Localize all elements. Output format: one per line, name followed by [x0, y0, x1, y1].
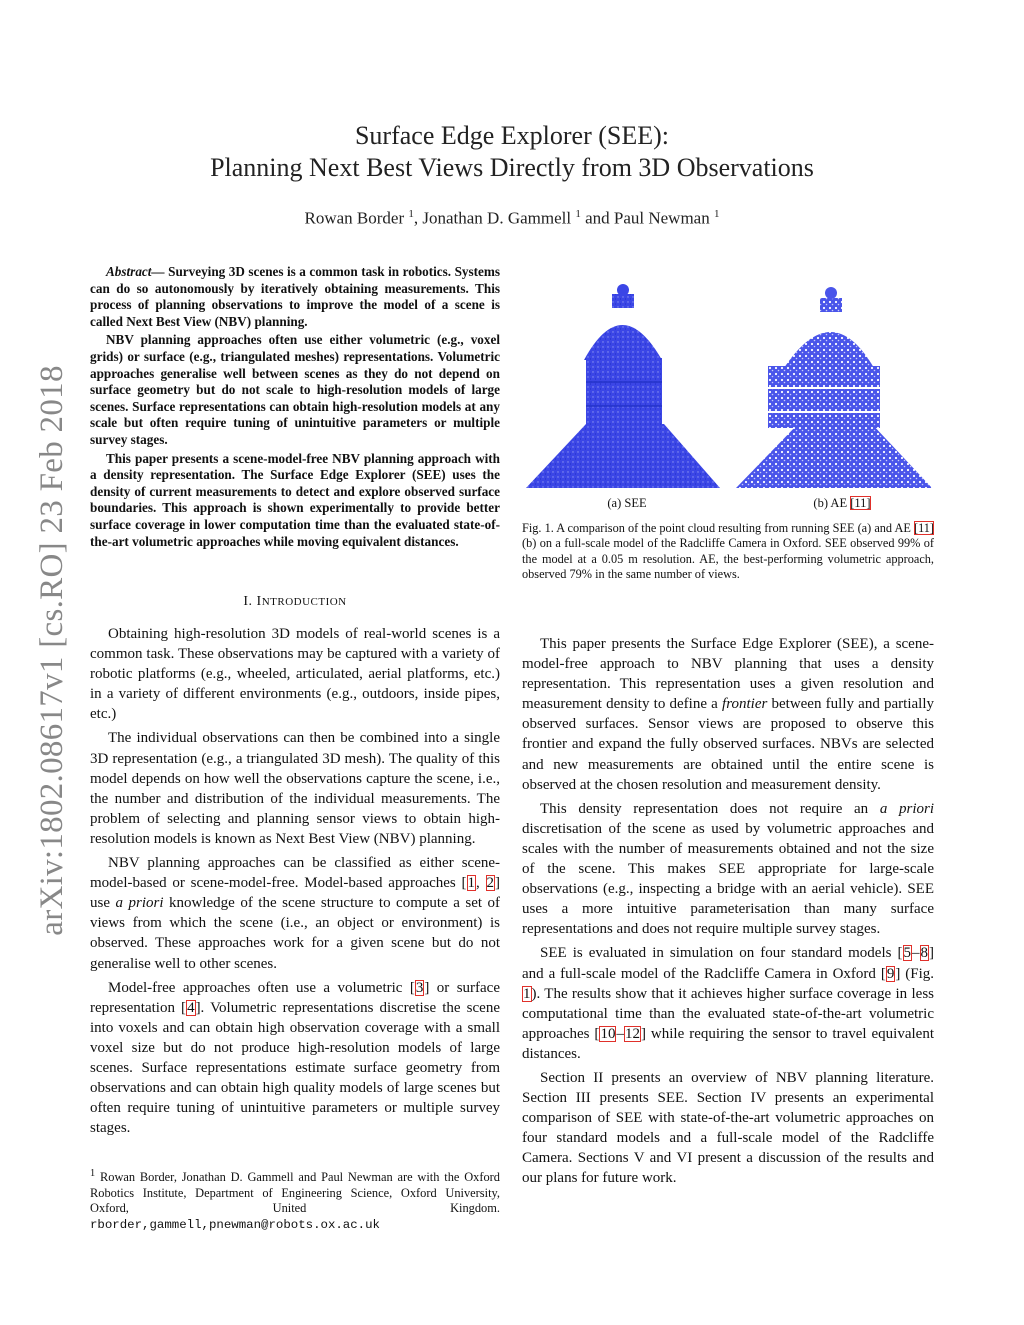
text-run: Model-free approaches often use a volumetric [ — [108, 979, 415, 996]
author-name: Rowan Border — [304, 208, 405, 228]
subcaption-b — [772, 496, 912, 511]
citation-link[interactable]: 10 — [600, 1025, 616, 1042]
see-point-cloud — [526, 284, 720, 488]
ae-point-cloud — [736, 287, 932, 488]
citation-link[interactable]: 3 — [415, 979, 424, 996]
emphasis: a priori — [879, 800, 934, 817]
subcaption-b-text: (b) AE — [813, 496, 851, 510]
text-run: ] while requiring the sensor to travel equivalent distances. — [522, 1025, 934, 1062]
footnote-mark: 1 — [90, 1168, 96, 1179]
text-run: ] or surface representation [ — [90, 979, 500, 1016]
affiliation-mark: 1 — [713, 208, 720, 220]
footnote-text: Rowan Border, Jonathan D. Gammell and Paul Newman are with the Oxford Robotics Institute, Department of Engineering Science, Oxford University, Oxford, United Kingdom. — [90, 1170, 500, 1216]
citation-link[interactable]: 1 — [523, 985, 531, 1002]
text-run: ]. Volumetric representations discretise the scene into voxels and can obtain high observation coverage with a small voxel size but do not produce high-resolution models of large scenes. Surface representations estimate surface geometry from observations and can obtain high quality models of large scenes but often require tuning of unintuitive parameters or multiple survey stages. — [90, 999, 500, 1137]
paper-title-line-1: Surface Edge Explorer (SEE): — [354, 121, 670, 150]
text-run: knowledge of the scene structure to compute a set of views from which the scene (i.e., an object or environment) is observed. These approaches work for a given scene but do not generalise well to other scenes. — [90, 895, 501, 972]
abstract — [90, 264, 500, 552]
citation-link[interactable]: [11] — [913, 521, 934, 535]
abstract-lead: Abstract— — [106, 264, 165, 279]
section-title-initial: I — [256, 594, 262, 609]
right-column-body — [522, 634, 934, 1193]
emphasis: a priori — [115, 895, 164, 912]
emphasis: frontier — [722, 696, 768, 713]
abstract-paragraph: This paper presents a scene-model-free NBV planning approach with a density representation. The Surface Edge Explorer (SEE) uses the density of current measurements to detect and explore observed surface boundaries. This approach is shown experimentally to provide better surface coverage in lower computation time than the evaluated state-of-the-art volumetric approaches while moving equivalent distances. — [90, 450, 500, 549]
text-run: NBV planning approaches can be classified as either scene-model-based or scene-model-free. Model-based approaches [ — [90, 855, 500, 892]
caption-text: A comparison of the point cloud resulting from running SEE (a) and AE — [553, 521, 914, 535]
abstract-paragraph: NBV planning approaches often use either volumetric (e.g., voxel grids) or surface (e.g., triangulated meshes) representations. Volumetric approaches generalise well between scenes as they do not depend on surface geometry but do not scale to high-resolution models of large scenes. Surface representations can obtain high-resolution models at any scale but often require tuning of unintuitive parameters or multiple survey stages. — [90, 332, 500, 447]
body-paragraph — [90, 978, 500, 1139]
body-paragraph — [90, 853, 500, 974]
citation-link[interactable]: 1 — [467, 875, 475, 892]
citation-link[interactable]: 9 — [886, 965, 895, 982]
text-run: SEE is evaluated in simulation on four standard models [ — [540, 945, 903, 962]
text-run: discretisation of the scene as used by volumetric approaches and scales with the number of measurements obtained and not the size of the scene. This makes SEE appropriate for large-scale observations (e.g., inspecting a bridge with an aerial vehicle). SEE uses a more intuitive parameterisation than many surface representations and does not require multiple survey stages. — [522, 820, 934, 938]
text-run: ] and a full-scale model of the Radcliffe Camera in Oxford [ — [522, 945, 934, 982]
caption-text: (b) on a full-scale model of the Radcliffe Camera in Oxford. SEE observed 99% of the model at a 0.05 m resolution. AE, the best-performing volumetric approach, observed 79% in the same number of views. — [522, 536, 934, 582]
left-column-body — [90, 624, 500, 1142]
text-run: This density representation does not require an — [540, 800, 880, 817]
citation-link[interactable]: 4 — [187, 999, 195, 1016]
text-run: – — [912, 945, 920, 962]
author-separator: , — [413, 208, 423, 228]
citation-link[interactable]: [11] — [850, 496, 871, 510]
affiliation-mark: 1 — [575, 208, 581, 220]
body-paragraph: Section II presents an overview of NBV planning literature. Section III presents SEE. Section IV presents an experimental comparison of SEE with state-of-the-art volumetric approaches on four standard models and a full-scale model of the Radcliffe Camera. Sections V and VI present a discussion of the results and our plans for future work. — [522, 1069, 934, 1187]
body-paragraph: Obtaining high-resolution 3D models of real-world scenes is a common task. These observations may be captured with a variety of robotic platforms (e.g., wheeled, articulated, aerial platforms, etc.) in a variety of different environments (e.g., outdoors, inside pipes, etc.) — [90, 626, 500, 723]
figure-label: Fig. 1. — [522, 521, 554, 535]
text-run: ] use — [90, 875, 500, 912]
text-run: between fully and partially observed surfaces. Sensor views are proposed to observe this frontier and expand the fully observed surfaces. NBVs are selected and new measurements are obtained until the entire scene is observed at the chosen resolution and measurement density. — [522, 696, 934, 793]
citation-link[interactable]: 8 — [920, 945, 928, 962]
arxiv-id: arXiv:1802.08617v1 [cs.RO] 23 Feb 2018 — [33, 364, 70, 936]
subcaption-a: (a) SEE — [607, 496, 647, 510]
body-paragraph — [522, 799, 934, 940]
footnote — [90, 1166, 500, 1234]
section-number: I. — [243, 594, 257, 609]
text-run: ). The results show that it achieves higher surface coverage in less computational time than the evaluated state-of-the-art volumetric approaches [ — [522, 985, 934, 1042]
author-separator: and — [580, 208, 614, 228]
author-name: Jonathan D. Gammell — [422, 208, 572, 228]
text-run: This paper presents the Surface Edge Explorer (SEE), a scene-model-free approach to NBV planning that uses a density representation. This representation uses a given resolution and measurement density to define a — [522, 636, 934, 713]
abstract-paragraph — [90, 264, 500, 330]
citation-link[interactable]: 12 — [624, 1025, 640, 1042]
arxiv-stamp — [28, 350, 76, 950]
figure-1-caption — [522, 521, 934, 583]
author-name: Paul Newman — [613, 208, 710, 228]
body-paragraph: The individual observations can then be combined into a single 3D representation (e.g., a triangulated 3D mesh). The quality of this model depends on how well the observations capture the scene, i.e., the number and distribution of the individual measurements. The problem of selecting and planning sensor views to obtain high-resolution models is known as Next Best View (NBV) planning. — [90, 730, 500, 847]
abstract-text: Surveying 3D scenes is a common task in robotics. Systems can do so autonomously by iteratively obtaining measurements. This process of planning observations to improve the model of a scene is called Next Best View (NBV) planning. — [90, 264, 500, 329]
text-run: ] (Fig. — [895, 965, 935, 982]
body-paragraph — [522, 634, 934, 795]
figure-1 — [522, 276, 934, 510]
section-heading-introduction — [90, 594, 500, 610]
text-run: – — [616, 1025, 624, 1042]
author-emails: rborder,gammell,pnewman@robots.ox.ac.uk — [90, 1217, 380, 1232]
author-list — [150, 208, 874, 229]
citation-link[interactable]: 2 — [486, 875, 494, 892]
body-paragraph — [522, 943, 934, 1064]
paper-title-line-2: Planning Next Best Views Directly from 3D Observations — [210, 153, 814, 182]
section-title-rest: NTRODUCTION — [261, 596, 347, 608]
affiliation-mark: 1 — [408, 208, 414, 220]
citation-link[interactable]: 5 — [903, 945, 911, 962]
figure-1-images — [522, 276, 934, 496]
text-run: , — [476, 875, 486, 892]
